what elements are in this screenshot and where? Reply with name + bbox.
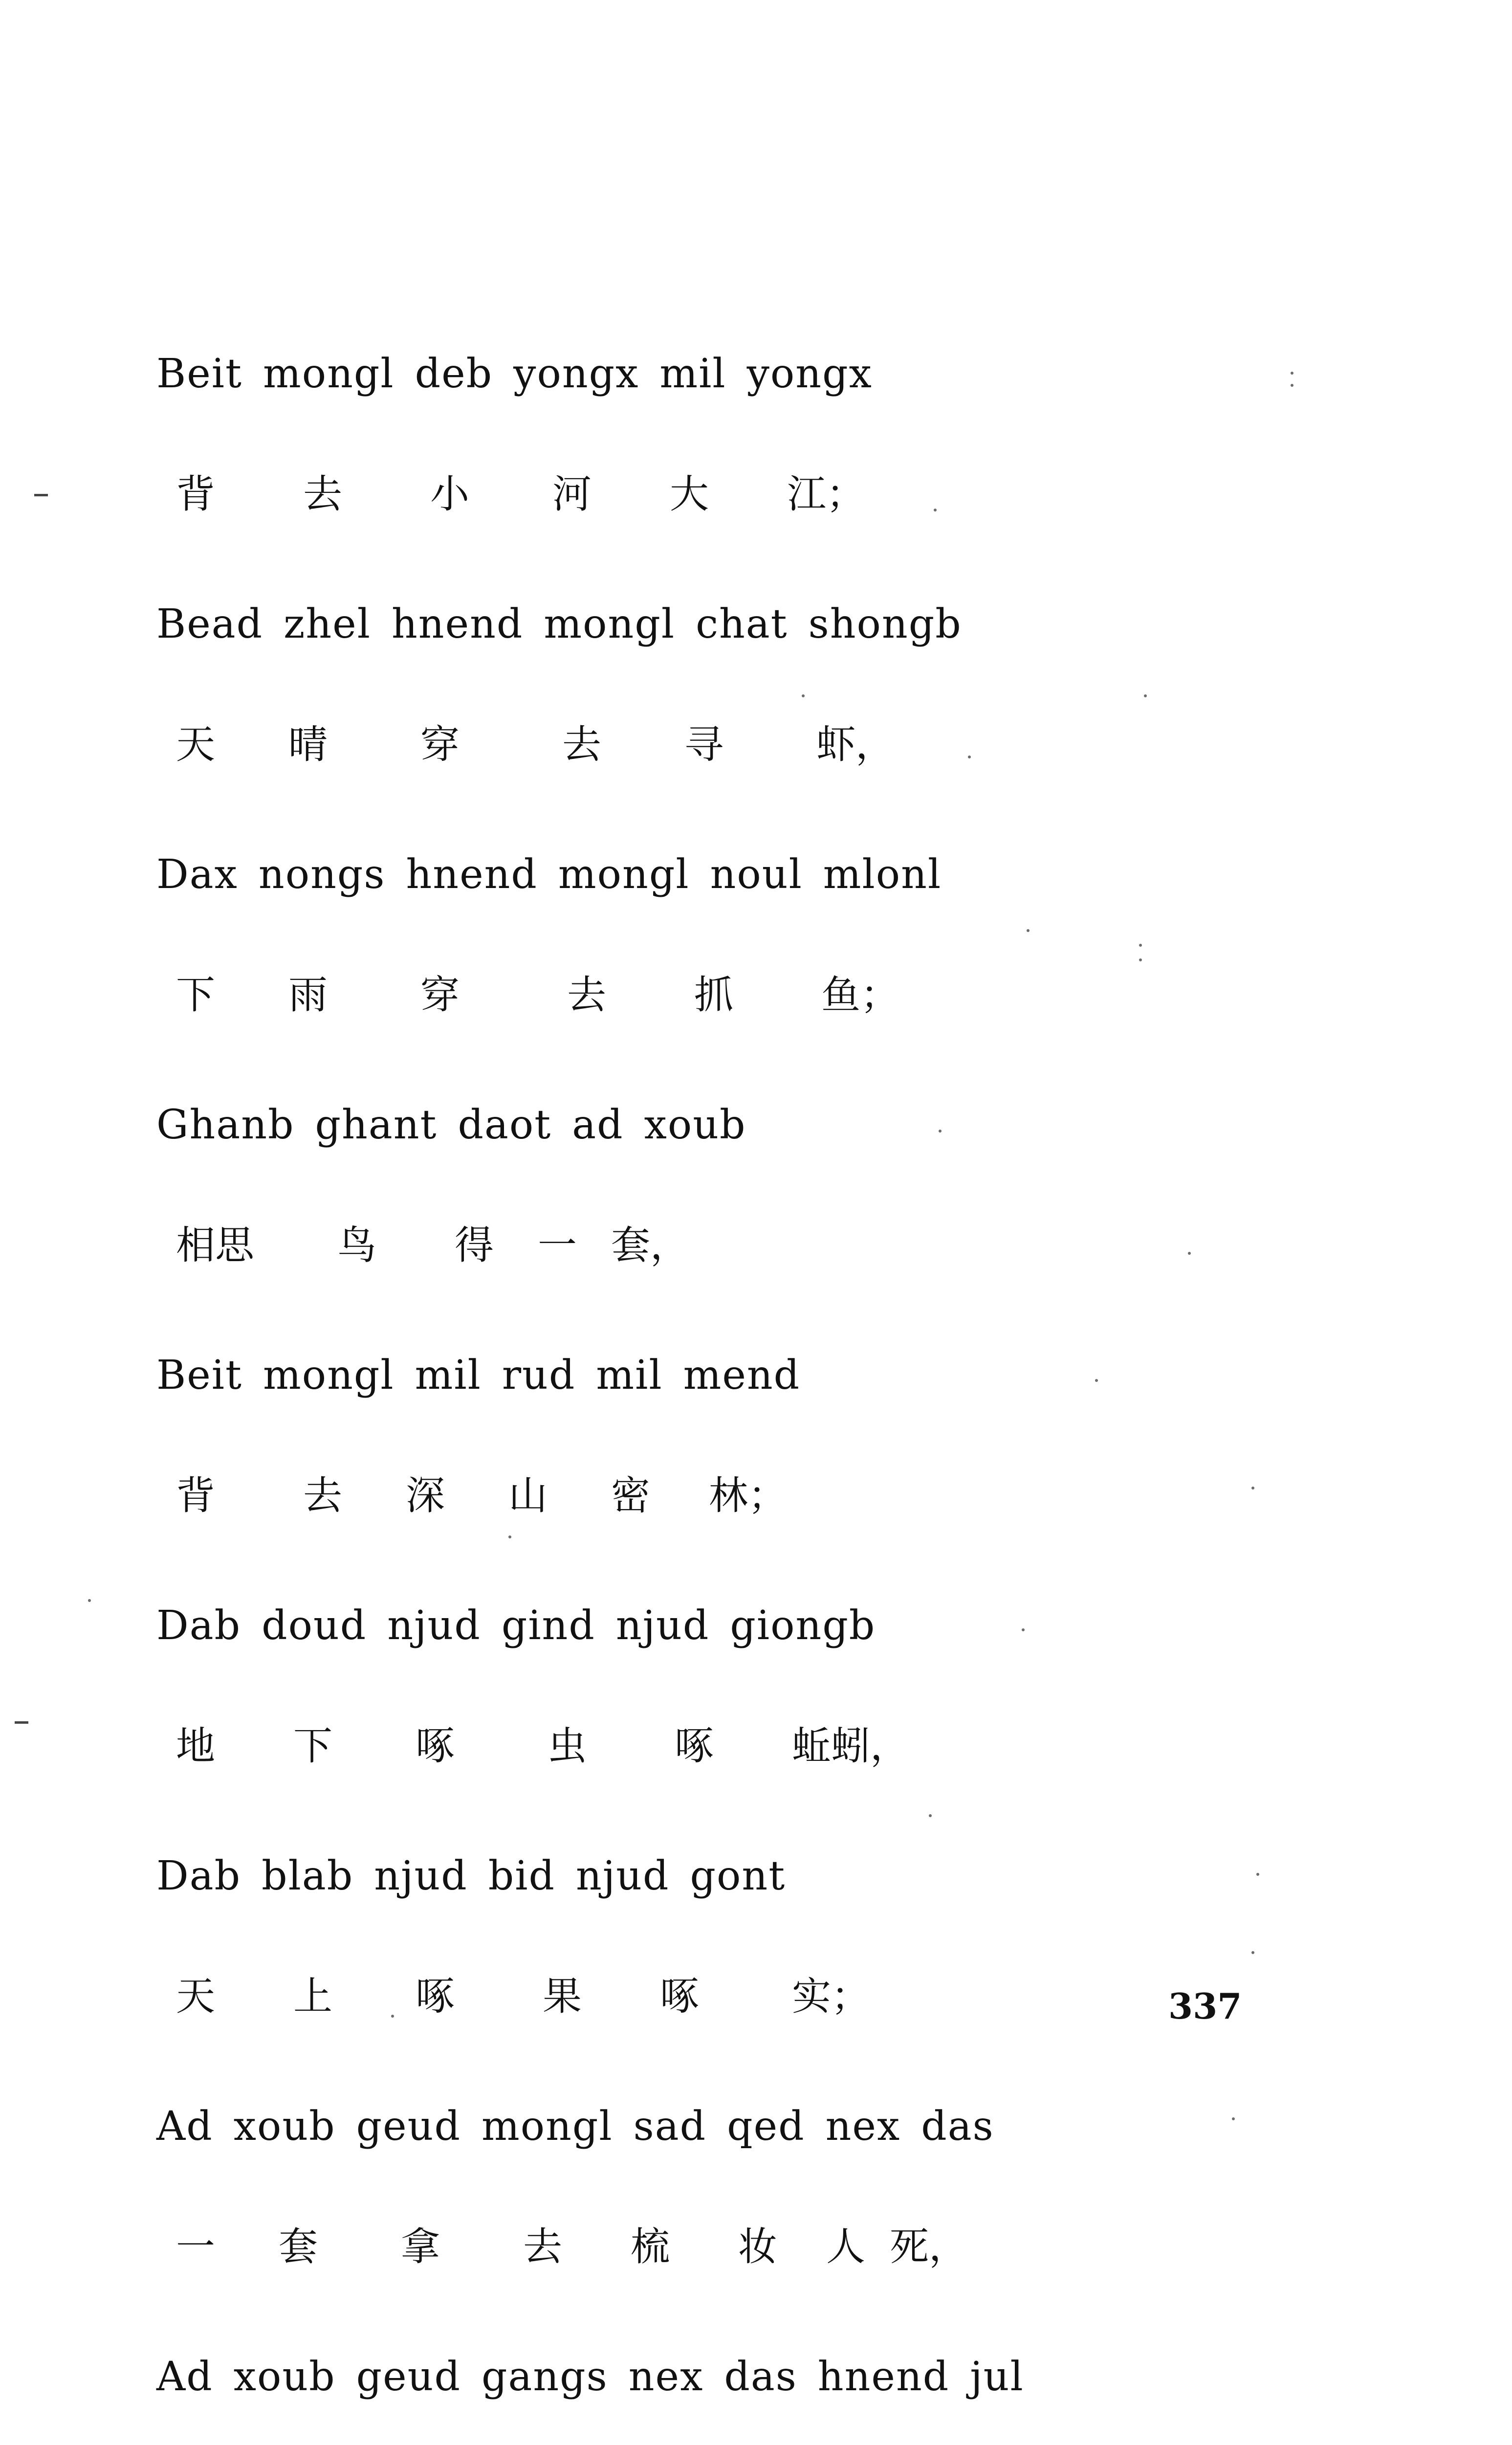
- gloss-word: 河: [552, 471, 592, 517]
- gloss-word: 去: [562, 722, 601, 767]
- miao-line: [156, 843, 1379, 968]
- gloss-word: 林；: [709, 1473, 787, 1518]
- miao-word: Dab: [156, 1602, 241, 1649]
- gloss-word: 梳: [631, 2224, 670, 2269]
- gloss-word: 蚯蚓，: [792, 1723, 909, 1769]
- scan-speck: [934, 509, 937, 511]
- gloss-word: 寻: [684, 722, 723, 767]
- gloss-word: 妆: [738, 2224, 777, 2269]
- scan-speck: [1027, 929, 1030, 932]
- gloss-word: 套: [279, 2224, 318, 2269]
- miao-line: [156, 342, 1379, 467]
- miao-word: mongl: [558, 851, 690, 898]
- gloss-word: 啄: [416, 1723, 455, 1769]
- gloss-word: 小: [430, 471, 469, 517]
- verse-pair: [156, 2095, 1379, 2345]
- scan-speck: [802, 694, 805, 697]
- chinese-gloss-line: [156, 467, 1379, 593]
- gloss-word: 一: [538, 1222, 577, 1268]
- verse-pair: [156, 342, 1379, 593]
- gloss-word: 去: [303, 1473, 342, 1518]
- scan-speck: [1291, 384, 1293, 387]
- scan-speck: [1095, 1379, 1098, 1382]
- gloss-word: 人: [826, 2224, 865, 2269]
- scan-speck: [929, 1814, 932, 1817]
- miao-word: yongx: [746, 351, 873, 397]
- miao-word: ghant: [315, 1102, 438, 1148]
- gloss-word: 山: [508, 1473, 548, 1518]
- gloss-word: 得: [455, 1222, 494, 1268]
- miao-word: giongb: [730, 1602, 876, 1649]
- miao-line: [156, 2095, 1379, 2220]
- miao-line: [156, 1344, 1379, 1469]
- gloss-word: 啄: [416, 1974, 455, 2019]
- miao-word: hnend: [391, 601, 524, 647]
- scan-speck: [1022, 1628, 1025, 1631]
- miao-word: mongl: [481, 2103, 613, 2150]
- miao-word: xoub: [233, 2354, 336, 2400]
- scan-speck: [939, 1130, 942, 1133]
- gloss-word: 深: [406, 1473, 445, 1518]
- miao-word: Bead: [156, 601, 263, 647]
- miao-word: mongl: [263, 351, 394, 397]
- miao-word: sad: [633, 2103, 707, 2150]
- miao-word: xoub: [644, 1102, 746, 1148]
- miao-word: Dax: [156, 851, 238, 898]
- gloss-word: 虫: [548, 1723, 587, 1769]
- miao-word: jul: [970, 2354, 1024, 2400]
- gloss-word: 鱼；: [821, 972, 899, 1018]
- miao-word: Ad: [156, 2103, 213, 2150]
- gloss-word: 大: [670, 471, 709, 517]
- scan-speck: [1251, 1487, 1254, 1489]
- scan-speck: [1291, 372, 1293, 375]
- gloss-word: 下: [293, 1723, 332, 1769]
- miao-word: Ghanb: [156, 1102, 295, 1148]
- miao-word: mlonl: [823, 851, 942, 898]
- gloss-word: 相思: [176, 1222, 254, 1268]
- miao-word: njud: [576, 1853, 670, 1899]
- scan-speck: [1188, 1252, 1191, 1255]
- miao-word: ad: [572, 1102, 624, 1148]
- miao-word: nex: [628, 2354, 704, 2400]
- verse-pair: [156, 1344, 1379, 1594]
- miao-word: nex: [825, 2103, 901, 2150]
- scan-speck: [391, 2015, 394, 2018]
- miao-word: Beit: [156, 1352, 242, 1399]
- gloss-word: 去: [567, 972, 606, 1018]
- gloss-word: 穿: [420, 972, 460, 1018]
- scan-speck: [968, 756, 971, 758]
- gloss-word: 去: [523, 2224, 562, 2269]
- gloss-word: 地: [176, 1723, 215, 1769]
- miao-word: deb: [415, 351, 493, 397]
- gloss-word: 果: [543, 1974, 582, 2019]
- scan-speck: [1139, 958, 1142, 961]
- gloss-word: 套，: [611, 1222, 689, 1268]
- miao-word: das: [921, 2103, 994, 2150]
- gloss-word: 虾，: [816, 722, 895, 767]
- gloss-word: 拿: [401, 2224, 440, 2269]
- gloss-word: 一: [176, 2224, 215, 2269]
- verse-pair: [156, 1594, 1379, 1845]
- verse-pair: [156, 1845, 1379, 2095]
- miao-word: hnend: [817, 2354, 950, 2400]
- miao-line: [156, 1845, 1379, 1970]
- verse-pair: [156, 1093, 1379, 1344]
- miao-word: daot: [458, 1102, 552, 1148]
- gloss-word: 下: [176, 972, 215, 1018]
- gloss-word: 天: [176, 722, 215, 767]
- miao-word: shongb: [808, 601, 962, 647]
- gloss-word: 穿: [420, 722, 460, 767]
- miao-word: Beit: [156, 351, 242, 397]
- miao-word: njud: [615, 1602, 710, 1649]
- gloss-word: 鸟: [337, 1222, 376, 1268]
- gloss-word: 啄: [675, 1723, 714, 1769]
- miao-word: geud: [356, 2103, 461, 2150]
- scan-speck: [1139, 944, 1142, 947]
- chinese-gloss-line: [156, 2220, 1379, 2345]
- scan-mark: [15, 1721, 28, 1724]
- gloss-word: 天: [176, 1974, 215, 2019]
- miao-word: hnend: [406, 851, 538, 898]
- gloss-word: 背: [176, 471, 215, 517]
- miao-word: chat: [696, 601, 788, 647]
- miao-line: [156, 1594, 1379, 1719]
- scan-speck: [88, 1599, 91, 1602]
- page-number: 337: [1168, 1985, 1242, 2027]
- miao-word: blab: [262, 1853, 354, 1899]
- verse-block: [156, 342, 1379, 2445]
- scan-speck: [1232, 2117, 1235, 2120]
- miao-line: [156, 593, 1379, 718]
- miao-word: gind: [501, 1602, 595, 1649]
- scan-speck: [1256, 1873, 1259, 1876]
- verse-pair: [156, 843, 1379, 1093]
- gloss-word: 江；: [787, 471, 865, 517]
- miao-word: geud: [356, 2354, 461, 2400]
- miao-word: Ad: [156, 2354, 213, 2400]
- miao-word: bid: [488, 1853, 555, 1899]
- miao-word: noul: [710, 851, 803, 898]
- miao-word: doud: [262, 1602, 367, 1649]
- verse-pair: [156, 2345, 1379, 2445]
- verse-pair: [156, 593, 1379, 843]
- miao-line: [156, 2345, 1379, 2445]
- scan-speck: [508, 1535, 511, 1538]
- miao-word: mongl: [544, 601, 676, 647]
- scan-speck: [1144, 694, 1147, 697]
- chinese-gloss-line: [156, 718, 1379, 843]
- gloss-word: 抓: [694, 972, 733, 1018]
- gloss-word: 死，: [890, 2224, 968, 2269]
- chinese-gloss-line: [156, 1469, 1379, 1594]
- chinese-gloss-line: [156, 1719, 1379, 1845]
- miao-word: gont: [690, 1853, 786, 1899]
- miao-word: das: [724, 2354, 797, 2400]
- gloss-word: 背: [176, 1473, 215, 1518]
- gloss-word: 雨: [288, 972, 328, 1018]
- chinese-gloss-line: [156, 1219, 1379, 1344]
- miao-word: mil: [415, 1352, 482, 1399]
- miao-word: xoub: [233, 2103, 336, 2150]
- scan-mark: [34, 494, 48, 496]
- gloss-word: 晴: [288, 722, 328, 767]
- miao-word: mil: [596, 1352, 663, 1399]
- gloss-word: 密: [611, 1473, 650, 1518]
- miao-word: zhel: [284, 601, 371, 647]
- miao-word: qed: [727, 2103, 805, 2150]
- gloss-word: 上: [293, 1974, 332, 2019]
- miao-word: mil: [659, 351, 726, 397]
- miao-word: nongs: [258, 851, 386, 898]
- miao-word: njud: [374, 1853, 468, 1899]
- miao-word: yongx: [513, 351, 639, 397]
- miao-word: rud: [502, 1352, 576, 1399]
- gloss-word: 实；: [792, 1974, 870, 2019]
- chinese-gloss-line: [156, 968, 1379, 1093]
- miao-word: mongl: [263, 1352, 394, 1399]
- miao-word: mend: [683, 1352, 801, 1399]
- gloss-word: 去: [303, 471, 342, 517]
- miao-line: [156, 1093, 1379, 1219]
- miao-word: Dab: [156, 1853, 241, 1899]
- scan-speck: [1251, 1951, 1254, 1954]
- miao-word: njud: [387, 1602, 481, 1649]
- gloss-word: 啄: [660, 1974, 699, 2019]
- miao-word: gangs: [481, 2354, 608, 2400]
